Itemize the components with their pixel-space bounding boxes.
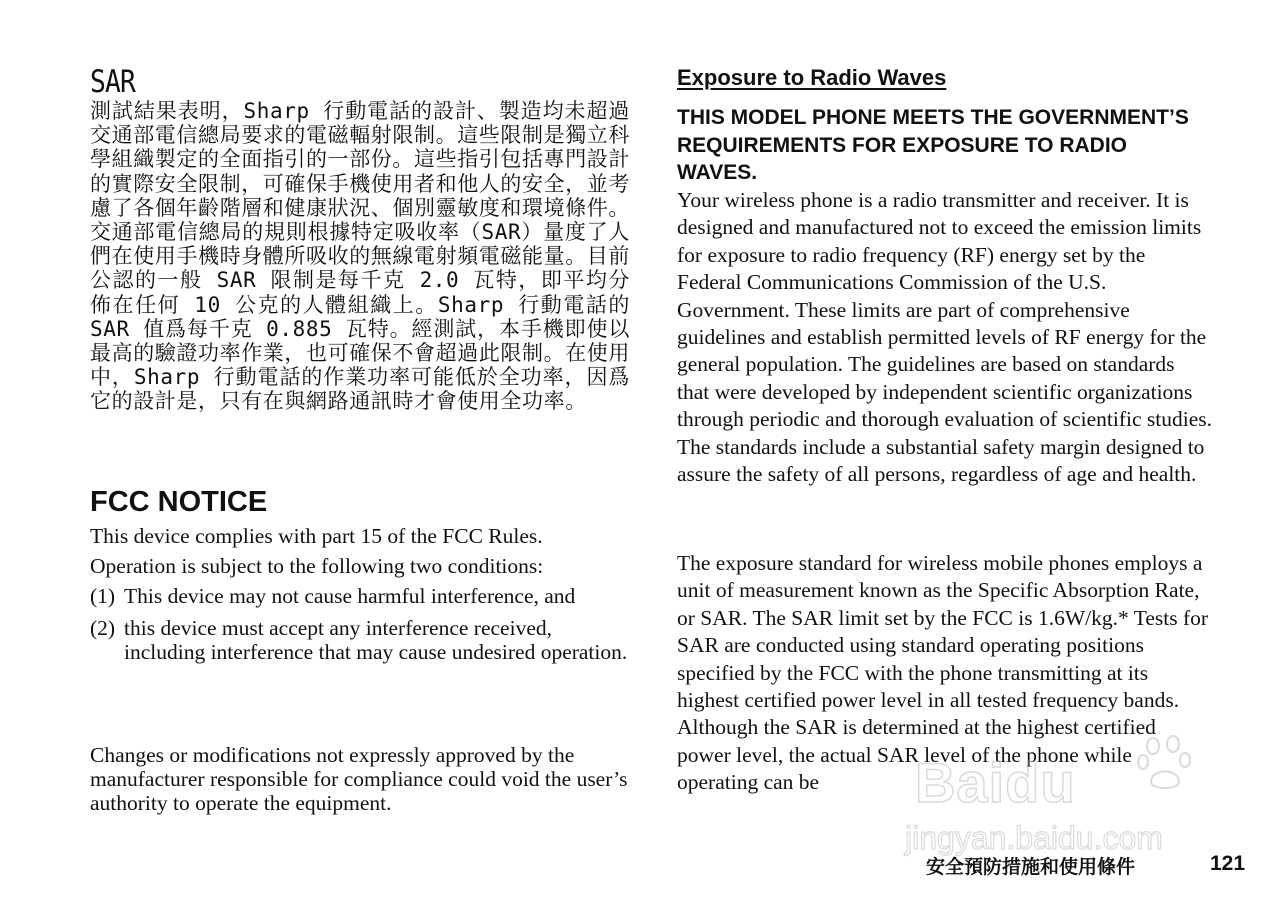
page-number: 121 (1210, 852, 1246, 875)
baidu-watermark (905, 712, 1205, 862)
sar-heading: SAR (90, 64, 136, 100)
exposure-paragraph-2: The exposure standard for wireless mobile phones employs a unit of measurement known as the Specific Absorption Rate, or SAR. The SAR limit set by the FCC is 1.6W/kg.* Tests for SAR are conducted using standard operating positions specified by the FCC with the phone transmitting at its highest certified power level in all tested frequency bands. Although the SAR is determined at the highest certified power level, the actual SAR level of the phone while operating can be (677, 551, 1209, 795)
fcc-paragraph-2: Operation is subject to the following two conditions: (90, 554, 544, 578)
watermark-logo: Baidu (915, 751, 1076, 814)
condition-text: this device must accept any interference received, including interference that may cause undesired operation. (124, 616, 628, 664)
fcc-paragraph-1: This device complies with part 15 of the FCC Rules. (90, 524, 543, 548)
fcc-condition-2 (90, 616, 630, 664)
exposure-heading: Exposure to Radio Waves (677, 65, 947, 90)
exposure-paragraph-1: Your wireless phone is a radio transmitter and receiver. It is designed and manufactured not to exceed the emission limits for exposure to radio frequency (RF) energy set by the Federal Communications Commission of the U.S. Government. These limits are part of comprehensive guidelines and establish permitted levels of RF energy for the general population. The guidelines are based on standards that were developed by independent scientific organizations through periodic and thorough evaluation of scientific studies. The standards include a substantial safety margin designed to assure the safety of all persons, regardless of age and health. (677, 188, 1212, 487)
requirements-heading: THIS MODEL PHONE MEETS THE GOVERNMENT’S REQUIREMENTS FOR EXPOSURE TO RADIO WAVES. (677, 106, 1189, 184)
watermark-url: jingyan.baidu.com (905, 820, 1163, 856)
condition-text: This device may not cause harmful interference, and (124, 584, 576, 608)
footer-section-title: 安全預防措施和使用條件 (926, 856, 1136, 878)
fcc-condition-1 (90, 584, 630, 608)
condition-number: (1) (90, 584, 116, 608)
paw-icon (1135, 732, 1195, 792)
fcc-paragraph-3: Changes or modifications not expressly approved by the manufacturer responsible for compliance could void the user’s authority to operate the equipment. (90, 743, 628, 815)
sar-body-text: 測試結果表明，Sharp 行動電話的設計、製造均未超過交通部電信總局要求的電磁輻射限制。這些限制是獨立科學組織製定的全面指引的一部份。這些指引包括專門設計的實際安全限制，可確保手機使用者和他人的安全，並考慮了各個年齡階層和健康狀況、個別靈敏度和環境條件。交通部電信總局的規則根據特定吸收率（SAR）量度了人們在使用手機時身體所吸收的無線電射頻電磁能量。目前公認的一般 SAR 限制是每千克 2.0 瓦特，即平均分佈在任何 10 公克的人體組織上。Sharp 行動電話的 SAR 值爲每千克 0.885 瓦特。經測試，本手機即使以最高的驗證功率作業，也可確保不會超過此限制。在使用中，Sharp 行動電話的作業功率可能低於全功率，因爲它的設計是，只有在與網路通訊時才會使用全功率。 (90, 99, 630, 414)
fcc-notice-heading: FCC NOTICE (90, 486, 268, 518)
condition-number: (2) (90, 616, 116, 640)
